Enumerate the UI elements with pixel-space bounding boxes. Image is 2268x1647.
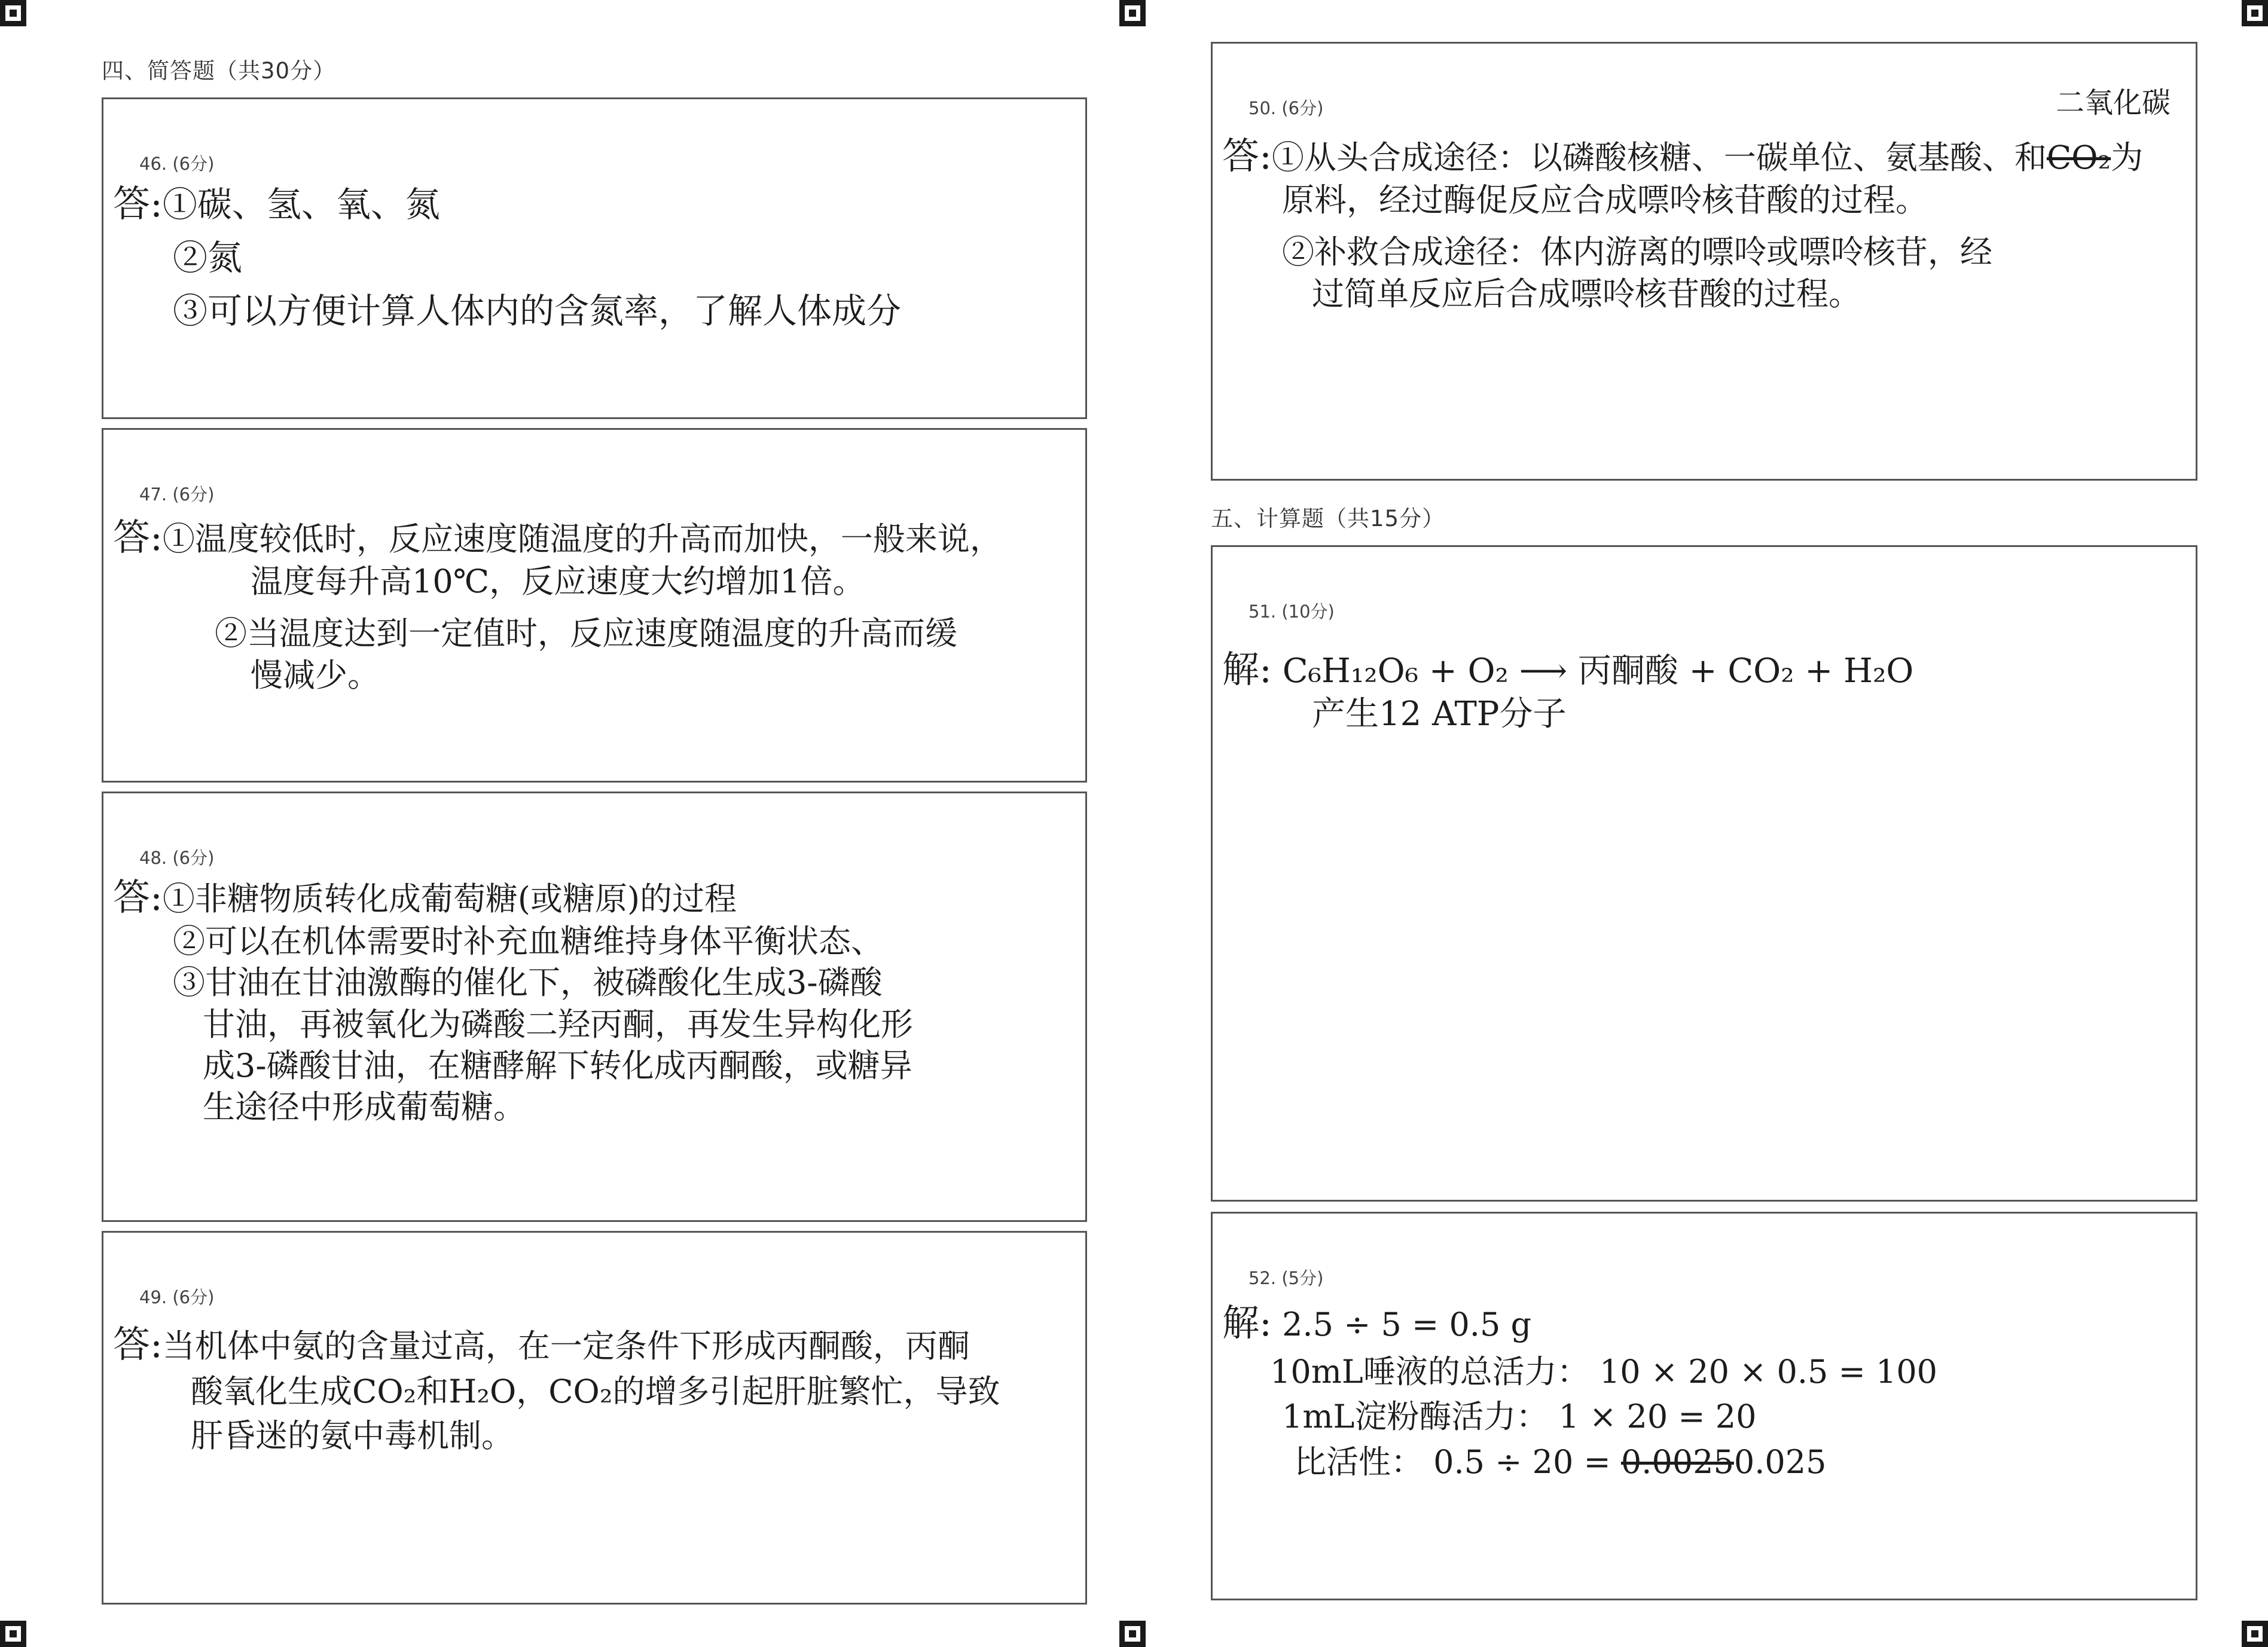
corner-marker-bottom-left bbox=[0, 1621, 26, 1647]
struck-text: 0.0025 bbox=[1620, 1443, 1734, 1481]
section-title-short-answer: 四、简答题（共30分） bbox=[102, 58, 336, 84]
equation: C₆H₁₂O₆ + O₂ ⟶ 丙酮酸 + CO₂ + H₂O bbox=[1282, 652, 1914, 690]
question-label: 52. (5分) bbox=[1249, 1268, 1324, 1288]
answer-box-q48 bbox=[102, 792, 1087, 1222]
section-title-calculation: 五、计算题（共15分） bbox=[1211, 506, 1445, 531]
answer-box-q51 bbox=[1211, 545, 2197, 1202]
question-label: 50. (6分) bbox=[1249, 98, 1324, 118]
answer-box-q49 bbox=[102, 1231, 1087, 1605]
question-label: 46. (6分) bbox=[139, 154, 215, 174]
corner-marker-bottom-center bbox=[1119, 1621, 1146, 1647]
answer-text: 解: C₆H₁₂O₆ + O₂ ⟶ 丙酮酸 + CO₂ + H₂O 产生12 ATP分子 bbox=[1222, 647, 1914, 734]
answer-box-q50 bbox=[1211, 42, 2197, 481]
answer-text: 答:①从头合成途径：以磷酸核糖、一碳单位、氨基酸、和CO₂为 原料，经过酶促反应合成嘌呤核苷酸的过程。 ②补救合成途径：体内游离的嘌呤或嘌呤核苷，经 过简单反应后合成嘌呤核苷酸的过程。 bbox=[1222, 134, 2144, 313]
answer-box-q52 bbox=[1211, 1212, 2197, 1600]
answer-box-q46 bbox=[102, 97, 1087, 419]
question-label: 47. (6分) bbox=[139, 484, 215, 505]
corner-marker-top-left bbox=[0, 0, 26, 26]
struck-text: CO₂ bbox=[2046, 139, 2111, 176]
insertion-note: 二氧化碳 bbox=[2056, 86, 2171, 120]
answer-text: 答:①非糖物质转化成葡萄糖(或糖原)的过程 ②可以在机体需要时补充血糖维持身体平衡状态、 ③甘油在甘油激酶的催化下，被磷酸化生成3-磷酸 甘油，再被氧化为磷酸二羟丙酮，再发生异构化形 成3-磷酸甘油，在糖酵解下转化成丙酮酸，或糖异 生途径中形成葡萄糖。 bbox=[113, 875, 913, 1126]
answer-box-q47 bbox=[102, 428, 1087, 783]
question-label: 51. (10分) bbox=[1249, 601, 1335, 622]
corner-marker-bottom-right bbox=[2242, 1621, 2268, 1647]
corner-marker-top-center bbox=[1119, 0, 1146, 26]
answer-text: 答:当机体中氨的含量过高，在一定条件下形成丙酮酸，丙酮 酸氧化生成CO₂和H₂O，CO₂的增多引起肝脏繁忙，导致 肝昏迷的氨中毒机制。 bbox=[113, 1322, 1000, 1455]
answer-text: 答:①温度较低时，反应速度随温度的升高而加快，一般来说， 温度每升高10℃，反应速度大约增加1倍。 ②当温度达到一定值时，反应速度随温度的升高而缓 慢减少。 bbox=[113, 515, 1002, 694]
question-label: 49. (6分) bbox=[139, 1287, 215, 1307]
answer-text: 解: 2.5 ÷ 5 = 0.5 g 10mL唾液的总活力： 10 × 20 × 0.5 = 100 1mL淀粉酶活力： 1 × 20 = 20 比活性： 0.5 ÷ 20 = 0.00250.025 bbox=[1222, 1301, 1938, 1481]
corner-marker-top-right bbox=[2242, 0, 2268, 26]
question-label: 48. (6分) bbox=[139, 848, 215, 868]
answer-text: 答:①碳、氢、氧、氮 ②氮 ③可以方便计算人体内的含氮率，了解人体成分 bbox=[113, 182, 902, 331]
